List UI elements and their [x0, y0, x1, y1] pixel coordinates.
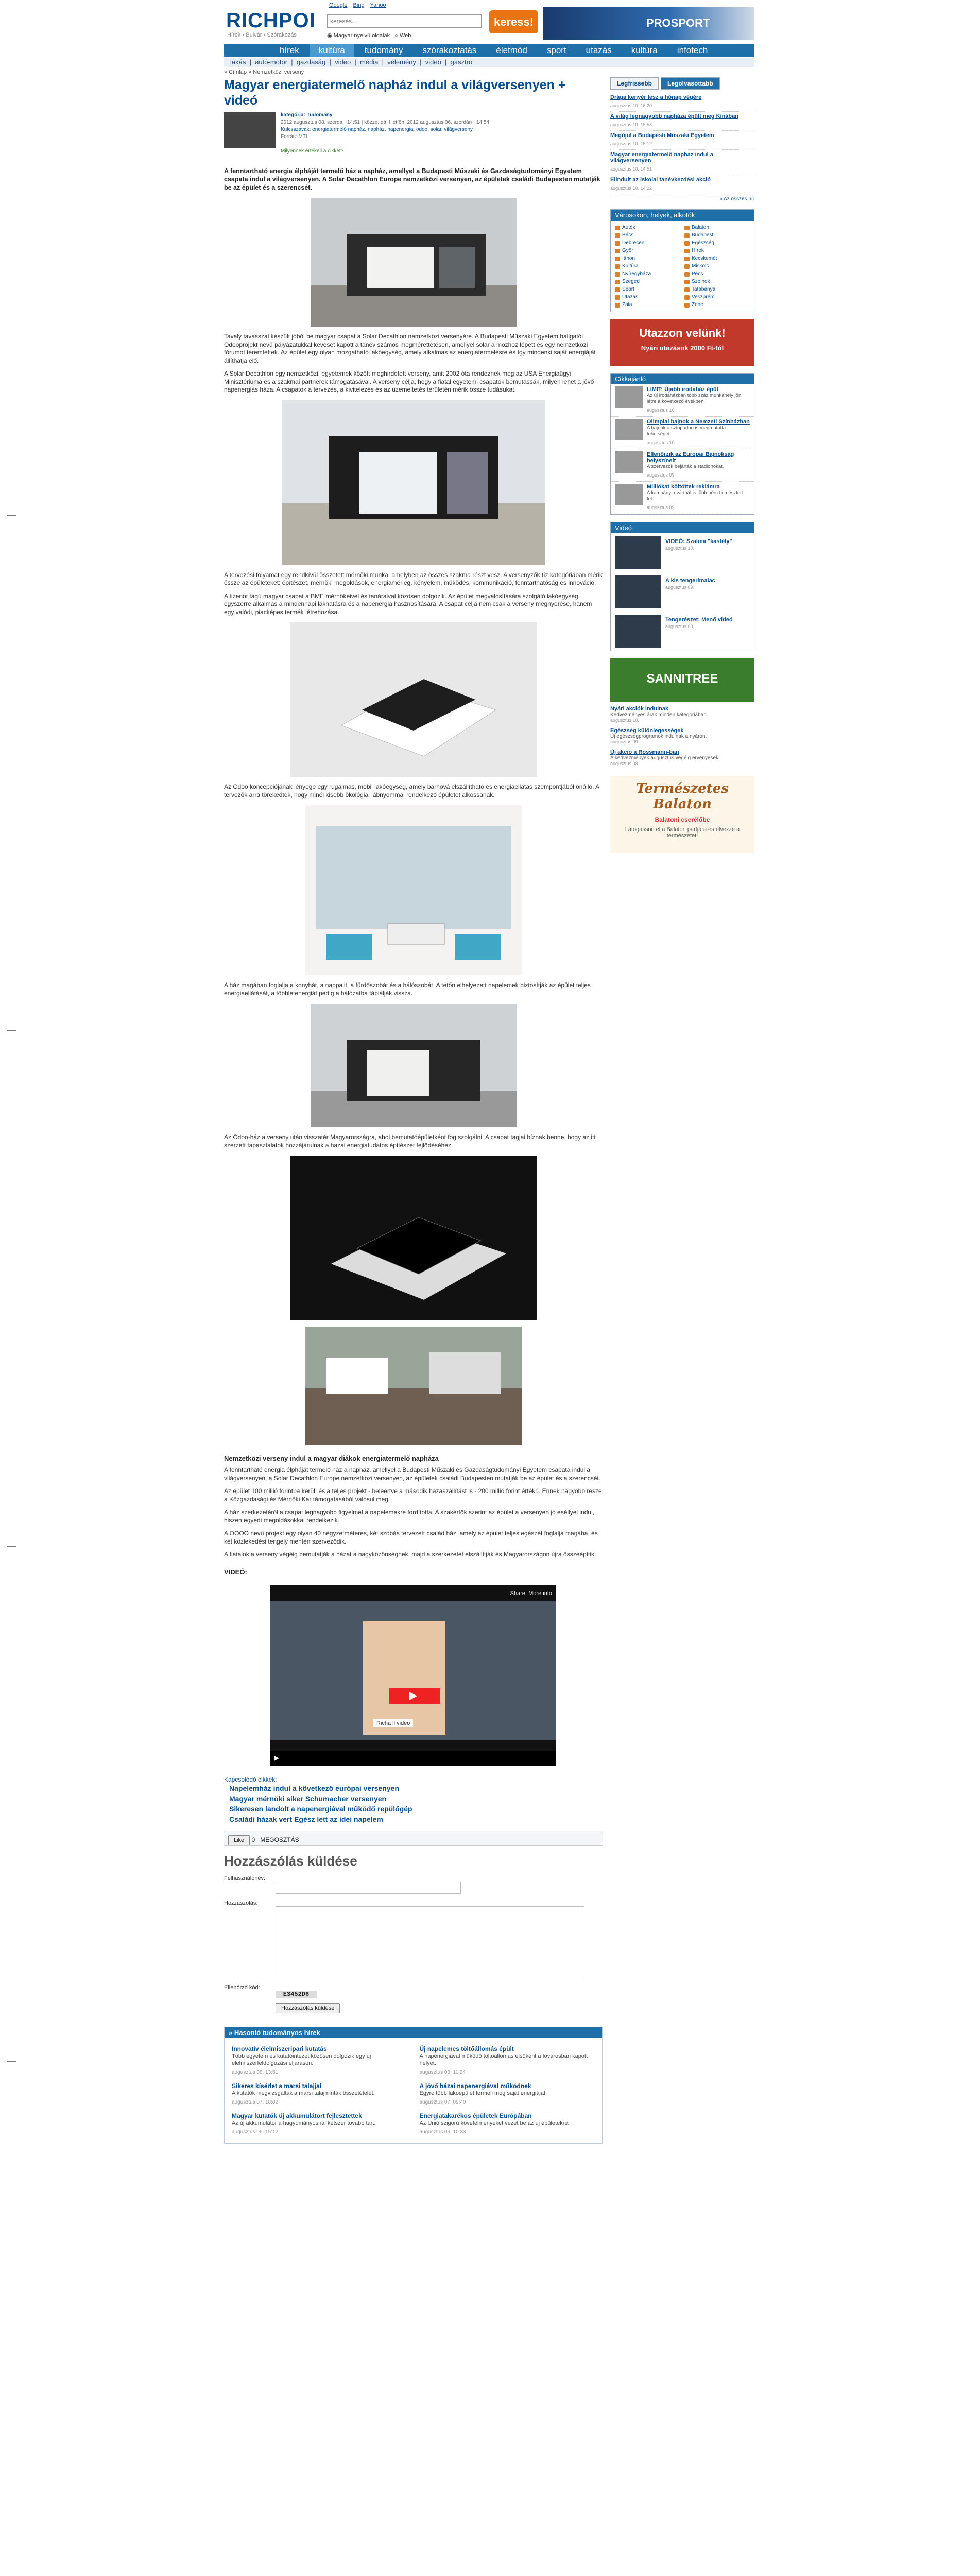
city-link[interactable]: Nyíregyháza	[615, 271, 680, 277]
username-label: Felhasználónév:	[224, 1875, 266, 1882]
nav-item[interactable]: tudomány	[364, 45, 403, 55]
video-label: VIDEÓ:	[224, 1568, 247, 1576]
announcement-item: Milliókat költöttek reklámra A kampány a vártnál is több pénzt emésztett fel. augusztus 09.	[611, 482, 754, 514]
house-render-dark	[290, 1156, 537, 1320]
house-photo-4	[311, 1004, 517, 1127]
all-news-link[interactable]: » Az összes hír	[719, 196, 754, 202]
nav-item[interactable]: kultúra	[631, 45, 658, 55]
city-link[interactable]: Autók	[615, 225, 680, 230]
header-banner-ad[interactable]: PROSPORT	[543, 7, 754, 40]
article-paragraph: Az épület 100 millió forintba kerül, és a teljes projekt - beleértve a második hazaszállítást is - 200 millió forint értékű. Ennek nagyobb része a Közgazdasági és Mérnöki Kar támogatásából valósul meg.	[224, 1487, 602, 1503]
nav-item[interactable]: szórakoztatás	[422, 45, 477, 55]
article-paragraph: A tizenöt tagú magyar csapat a BME mérnökeivel és tanáraival közösen dolgozik. Az épület megvalósítására szolgáló lakóegység egyszerre alkalmas a mindennapi lakhatásra és a napenergia hasznosítására. A csapat célja nem csak a verseny megnyerése, hanem egy valódi, piacképes termék létrehozása.	[224, 592, 592, 616]
crowd-photo	[305, 1327, 522, 1445]
share-label[interactable]: MEGOSZTÁS	[260, 1836, 299, 1843]
like-button[interactable]: Like	[228, 1835, 250, 1845]
related-link[interactable]: Magyar mérnöki siker Schumacher versenyen	[229, 1794, 387, 1803]
city-link[interactable]: Budapest	[684, 232, 750, 238]
article-image	[290, 1156, 537, 1320]
sponsored-item: Nyári akciók indulnak Kedvezményes árak minden kategóriában. augusztus 10.	[610, 706, 754, 723]
related-articles	[224, 1776, 603, 1824]
site-header	[224, 0, 754, 43]
nav-item-active[interactable]: kultúra	[310, 44, 354, 57]
related-link[interactable]: Napelemház indul a következő európai versenyen	[229, 1784, 399, 1792]
announcements-title: Cikkajánló	[611, 374, 754, 384]
video-share-button[interactable]: Share	[510, 1590, 525, 1597]
sidebar-news-item: Drága kenyér lesz a hónap végére augusztus 10. 16:20	[610, 93, 754, 112]
article-paragraph: A fenntartható energia élpháját termelő ház a napház, amellyel a Budapesti Műszaki és Gazdaságtudományi Egyetem csapata indul a világversenyen, a Solar Decathlon Europe nemzetközi versenyen, az épületek családi Budapesten mutatják be az épület és a szerencsét.	[224, 1466, 601, 1482]
subnav-item[interactable]: video	[335, 58, 351, 66]
similar-news-title: » Hasonló tudományos hírek	[225, 2027, 602, 2038]
meta-tags[interactable]: Kulcsszavak: energiatermelő napház, napház, napenergia, odoo, solar, világverseny	[281, 127, 473, 132]
related-link[interactable]: Sikeresen landolt a napenergiával működő repülőgép	[229, 1804, 412, 1813]
top-link-google[interactable]: Google	[329, 2, 348, 8]
city-link[interactable]: Tatabánya	[684, 286, 750, 292]
similar-news-item: Energiatakarékos épületek Európában Az Unió szigorú követelményeket vezet be az új épületekre. augusztus 06. 10:33	[420, 2112, 595, 2136]
announcement-thumb	[615, 419, 643, 440]
city-link[interactable]: Itthon	[615, 256, 680, 261]
similar-news-link[interactable]: Új napelemes töltőállomás épült	[419, 2045, 514, 2053]
house-photo-2	[282, 400, 545, 565]
meta-category: kategória: Tudomány	[281, 112, 333, 118]
city-links-title: Városokon, helyek, alkotók	[611, 210, 754, 221]
video-link[interactable]: VIDEÓ: Szalma "kastély"	[665, 538, 732, 545]
city-link[interactable]: Kecskemét	[684, 256, 750, 261]
article-image	[305, 805, 522, 975]
article	[224, 77, 603, 2144]
city-links-box	[610, 209, 754, 312]
similar-news-link[interactable]: A jövő házai napenergiával működnek	[419, 2082, 531, 2090]
subnav-item[interactable]: gazdaság	[296, 58, 326, 66]
similar-news-item: A jövő házai napenergiával működnek Egyre több lakóépület termeli meg saját energiáját. augusztus 07. 09:40	[420, 2082, 595, 2106]
nav-item[interactable]: életmód	[496, 45, 527, 55]
article-paragraph: A tervezési folyamat egy rendkívül összetett mérnöki munka, amelyben az összes szakma részt vesz. A versenyzők tíz kategóriában mérik össze az épületeket: építészet, mérnöki megoldások, energiamérleg, kényelem, működés, kommunikáció, fenntarthatóság és innováció.	[224, 571, 603, 586]
nav-item[interactable]: infotech	[677, 45, 708, 55]
search-input[interactable]	[327, 14, 482, 28]
sidebar	[610, 77, 754, 853]
article-image	[282, 400, 545, 565]
announcements-box	[610, 373, 754, 515]
announcement-link[interactable]: Olimpiai bajnok a Nemzeti Színházban	[647, 419, 750, 425]
travel-ad-subtitle: Nyári utazások 2000 Ft-tól	[641, 344, 724, 352]
article-image	[305, 1327, 522, 1445]
share-bar	[224, 1831, 603, 1846]
radio-hungarian-label: Magyar nyelvű oldalak	[333, 32, 390, 39]
article-title: Magyar energiatermelő napház indul a világversenyen + videó	[224, 78, 566, 108]
city-link[interactable]: Kultúra	[615, 263, 680, 269]
similar-news-item: Sikeres kísérlet a marsi talajjal A kutatók megvizsgálták a marsi talajminták összetételét. augusztus 07. 18:02	[232, 2082, 407, 2106]
margin-mark	[7, 515, 16, 516]
sidebar-news-link[interactable]: Magyar energiatermelő napház indul a világversenyen	[610, 151, 713, 164]
similar-news-box	[224, 2027, 603, 2144]
article-paragraph: A OOOO nevű projekt egy olyan 40 négyzetméteres, két szobás tervezett család ház, amely az épület teljes egészét foglalja magába, és két közlekedési tengely mentén szerveződik.	[224, 1530, 598, 1545]
balaton-ad-subtitle: Balatoni cserélőbe	[655, 816, 710, 823]
tab-latest[interactable]: Legfrissebb	[610, 77, 659, 90]
announcement-item: Ellenőrzik az Európai Bajnokság helyszíneit A szervezők bejárták a stadionokat. augusztus 09.	[611, 449, 754, 482]
submit-comment-button[interactable]: Hozzászólás küldése	[276, 2003, 340, 2013]
video-thumb[interactable]	[615, 536, 661, 569]
travel-ad-title: Utazzon velünk!	[639, 327, 726, 340]
play-icon[interactable]: ▶	[274, 1754, 280, 1761]
similar-news-item: Új napelemes töltőállomás épült A napenergiával működő töltőállomás elsőként a fővárosban kapott helyet. augusztus 08. 11:24	[420, 2045, 595, 2076]
margin-mark	[7, 1546, 16, 1547]
city-link[interactable]: Utazás	[615, 294, 680, 300]
similar-news-link[interactable]: Sikeres kísérlet a marsi talajjal	[232, 2082, 322, 2090]
article-image	[311, 198, 517, 327]
city-link[interactable]: Veszprém	[684, 294, 750, 300]
article-paragraph: A Solar Decathlon egy nemzetközi, egyetemek között meghirdetett verseny, amit 2002 óta rendeznek meg az USA Energiaügyi Minisztériuma és a szakmai partnerek támogatásával. A verseny célja, hogy a fiatal egyetemi csapatok bemutassák, milyen lehet a jövő napenergiás háza. A csapatok a tervezés, a kivitelezés és az üzemeltetés területén mérik össze tudásukat.	[224, 370, 594, 393]
city-link[interactable]: Szolnok	[684, 279, 750, 284]
top-link-bing[interactable]: Bing	[353, 2, 365, 8]
subnav-item[interactable]: média	[360, 58, 379, 66]
top-link-yahoo[interactable]: Yahoo	[370, 2, 386, 8]
city-link[interactable]: Szeged	[615, 279, 680, 284]
similar-news-link[interactable]: Innovatív élelmiszeripari kutatás	[232, 2045, 327, 2053]
article-subheading: Nemzetközi verseny indul a magyar diákok energiatermelő napháza	[224, 1454, 439, 1462]
meta-dates: 2012 augusztus 08. szerda · 14:51 | közzé. dá: Hétfőn: 2012 augusztus 06. szerdán · 14:54	[281, 120, 490, 125]
sponsored-link[interactable]: Nyári akciók indulnak	[610, 706, 669, 712]
announcement-link[interactable]: LIMIT: Újabb irodaház épül	[647, 386, 718, 393]
sidebar-tabs	[610, 77, 754, 90]
announcement-item: Olimpiai bajnok a Nemzeti Színházban A bajnok a színpadon is megmutatta tehetségét. augusztus 10.	[611, 417, 754, 449]
article-paragraph: A fiatalok a verseny végéig bemutatják a házat a nagyközönségnek, majd a szerkezetet elszállítják és Magyarországon újra összeépítik.	[224, 1551, 596, 1558]
article-paragraph: Tavaly tavasszal készült jóból be magyar csapat a Solar Decathlon nemzetközi versenyére. A Budapesti Műszaki Egyetem hallgatói Odooprojekt nevű pályázatukkal keveset kapott a tanév számos megmérettetésen, amellyel solar a mozhoz lépett és egy nemzetközi fórumot teremtettek. Az épület egy olyan mozgatható lakóegység, amely alkalmas az energiatermelésre és így mindenki saját energiáját állíthatja elő.	[224, 333, 596, 364]
city-link[interactable]: Győr	[615, 248, 680, 253]
article-paragraph: A ház szerkezetéről a csapat legnagyobb figyelmet a napelemekre fordította. A szakértők szerint az épület a versenyen jó eséllyel indul, hiszen egyedi megoldásokkal rendelkezik.	[224, 1509, 595, 1524]
city-link[interactable]: Zala	[615, 302, 680, 308]
video-player[interactable]	[270, 1585, 556, 1766]
travel-ad[interactable]	[610, 319, 754, 366]
video-thumb[interactable]	[615, 615, 661, 648]
house-photo-1	[311, 198, 517, 327]
comment-form	[224, 1853, 603, 2013]
margin-mark	[7, 2061, 16, 2062]
video-item: A kis tengerimalac augusztus 09.	[611, 572, 754, 612]
captcha-label: Ellenőrző kód:	[224, 1984, 260, 1991]
sidebar-news-item: Magyar energiatermelő napház indul a világversenyen augusztus 10. 14:51	[610, 150, 754, 175]
city-link[interactable]: Bécs	[615, 232, 680, 238]
announcement-thumb	[615, 451, 643, 473]
meta-source: Forrás: MTI	[281, 134, 307, 140]
announcement-link[interactable]: Milliókat költöttek reklámra	[647, 484, 720, 490]
similar-news-item: Innovatív élelmiszeripari kutatás Több egyetem és kutatóintézet közösen dolgozik egy új élelmiszerfeldolgozási eljáráson. augusztus 08. 13:51	[232, 2045, 407, 2076]
sidebar-news-item: A világ legnagyobb napháza épült meg Kínában augusztus 10. 15:58	[610, 112, 754, 131]
meta-rating[interactable]: Milyennek értékeli a cikket?	[281, 148, 344, 154]
announcement-link[interactable]: Ellenőrzik az Európai Bajnokság helyszíneit	[647, 451, 734, 464]
city-link[interactable]: Pécs	[684, 271, 750, 277]
related-label: Kapcsolódó cikkek:	[224, 1775, 277, 1783]
video-caption: Richa ll video	[373, 1719, 413, 1727]
like-count: 0	[251, 1836, 255, 1843]
video-frame	[270, 1585, 556, 1766]
comment-label: Hozzászólás:	[224, 1900, 258, 1906]
search-scope-radios	[327, 32, 411, 39]
captcha-image: E3452D6	[276, 1991, 317, 1998]
top-search-engine-links	[327, 2, 388, 8]
comment-textarea[interactable]	[276, 1906, 584, 1978]
similar-news-item: Magyar kutatók új akkumulátort fejlesztettek Az új akkumulátor a hagyományosnál kétszer tovább tart. augusztus 06. 15:12	[232, 2112, 407, 2136]
sidebar-news-item: Elindult az iskolai tanévkezdési akció augusztus 10. 14:22	[610, 175, 754, 194]
city-link[interactable]: Hírek	[684, 248, 750, 253]
announcement-item: LIMIT: Újabb irodaház épül Az új irodaházban több száz munkahely jön létre a következő években. augusztus 10.	[611, 384, 754, 417]
site-logo[interactable]: RICHPOI	[226, 9, 316, 32]
house-render-3	[290, 622, 537, 777]
city-link[interactable]: Debrecen	[615, 240, 680, 246]
sponsored-link[interactable]: Új akció a Rossmann-ban	[610, 749, 679, 755]
sidebar-news-item: Megújul a Budapesti Műszaki Egyetem augusztus 10. 15:12	[610, 131, 754, 150]
nav-item[interactable]: sport	[546, 45, 566, 55]
interior-render	[305, 805, 522, 975]
submit-wrap	[276, 2003, 603, 2013]
subnav-item[interactable]: videó	[425, 58, 441, 66]
sponsored-link[interactable]: Egészség különlegességek	[610, 727, 684, 734]
video-link[interactable]: Tengerészet: Menő videó	[665, 617, 733, 623]
video-box-title: Videó	[611, 522, 754, 533]
comment-title: Hozzászólás küldése	[224, 1853, 357, 1869]
radio-icon[interactable]: ◉	[327, 32, 334, 39]
subnav-item[interactable]: gasztro	[450, 58, 473, 66]
green-banner-ad[interactable]: SANNITREE	[610, 658, 754, 702]
city-link[interactable]: Balaton	[684, 225, 750, 230]
sub-nav: lakás | autó-motor | gazdaság | video | média | vélemény | videó | gasztro	[224, 58, 754, 67]
article-image	[311, 1004, 517, 1127]
subnav-item[interactable]: lakás	[230, 58, 246, 66]
tab-most-read[interactable]: Legolvasottabb	[661, 77, 720, 90]
related-link[interactable]: Családi házak vert Egész lett az idei napelem	[229, 1815, 383, 1823]
subnav-item[interactable]: autó-motor	[255, 58, 288, 66]
video-thumb[interactable]	[615, 575, 661, 608]
city-link[interactable]: Zene	[684, 302, 750, 308]
sidebar-news-link[interactable]: A világ legnagyobb napháza épült meg Kínában	[610, 113, 738, 120]
city-link[interactable]: Miskolc	[684, 263, 750, 269]
nav-item[interactable]: hírek	[280, 45, 299, 55]
sidebar-news-link[interactable]: Elindult az iskolai tanévkezdési akció	[610, 177, 711, 183]
sponsored-item: Egészség különlegességek Új egészségprogramok indulnak a nyáron. augusztus 09.	[610, 727, 754, 745]
username-input[interactable]	[276, 1882, 461, 1894]
sponsored-item: Új akció a Rossmann-ban A kedvezmények augusztus végéig érvényesek. augusztus 08.	[610, 749, 754, 767]
balaton-ad-title: Természetes Balaton	[636, 781, 729, 812]
video-controls[interactable]	[270, 1751, 556, 1766]
similar-news-link[interactable]: Energiatakarékos épületek Európában	[419, 2112, 532, 2120]
video-more-info-button[interactable]: More info	[528, 1590, 552, 1597]
nav-item[interactable]: utazás	[586, 45, 612, 55]
search-button[interactable]: keress!	[489, 10, 538, 33]
article-paragraph: A ház magában foglalja a konyhát, a nappalit, a fürdőszobát és a hálószobát. A tetőn elhelyezett napelemek biztosítják az épület teljes energiaellátását, a többletenergiát pedig a hálózatba táplálják vissza.	[224, 981, 591, 997]
video-item: Tengerészet: Menő videó augusztus 08.	[611, 612, 754, 651]
balaton-ad-text: Látogasson el a Balaton partjára és élvezze a természetet!	[625, 826, 740, 839]
city-link[interactable]: Egészség	[684, 240, 750, 246]
video-box	[610, 522, 754, 651]
article-lead: A fenntartható energia élpháját termelő ház a napház, amellyel a Budapesti Műszaki és Gazdaságtudományi Egyetem csapata indul a világversenyen. A Solar Decathlon Europe nemzetközi versenyen, az épületek családi Budapesten mutatják be az épület és a szerencsét.	[224, 167, 600, 191]
article-image	[290, 622, 537, 777]
radio-icon[interactable]: ○	[394, 32, 400, 39]
breadcrumb[interactable]: » Címlap » Nemzetközi verseny	[224, 69, 304, 75]
sidebar-news-link[interactable]: Megújul a Budapesti Műszaki Egyetem	[610, 132, 714, 139]
video-item: VIDEÓ: Szalma "kastély" augusztus 10.	[611, 533, 754, 572]
video-link[interactable]: A kis tengerimalac	[665, 578, 715, 584]
balaton-ad[interactable]	[610, 776, 754, 853]
content-column	[224, 0, 754, 2576]
city-link[interactable]: Sport	[615, 286, 680, 292]
radio-web-label: Web	[399, 32, 411, 39]
similar-news-link[interactable]: Magyar kutatók új akkumulátort fejlesztettek	[232, 2112, 362, 2120]
article-paragraph: Az Odoo-ház a verseny után visszatér Magyarországra, ahol bemutatóépületként fog szolgálni. A csapat tagjai bíznak benne, hogy az itt szerzett tapasztalatok hozzájárulnak a hazai energiatudatos építészet fejlődéséhez.	[224, 1133, 596, 1149]
article-meta	[224, 112, 603, 162]
main-nav	[224, 44, 754, 57]
author-thumbnail	[224, 112, 276, 148]
sidebar-news-link[interactable]: Drága kenyér lesz a hónap végére	[610, 94, 702, 100]
logo-subtitle: Hírek • Bulvár • Szórakozás	[227, 32, 297, 38]
announcement-thumb	[615, 386, 643, 408]
announcement-thumb	[615, 484, 643, 505]
margin-mark	[7, 1030, 16, 1031]
subnav-item[interactable]: vélemény	[387, 58, 416, 66]
article-paragraph: Az Odoo koncepciójának lényege egy rugalmas, mobil lakóegység, amely bárhová elszállítható és energiaellátás szempontjából önálló. A tervezők arra törekedtek, hogy minél kisebb ökológiai lábnyommal rendelkező épületet alkossanak.	[224, 783, 599, 799]
